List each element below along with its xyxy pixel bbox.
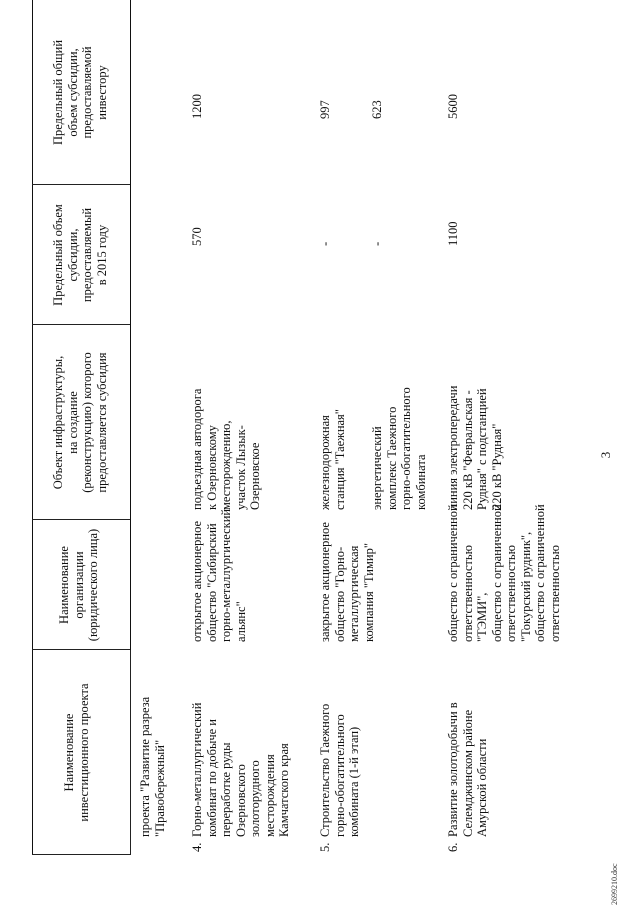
col-divider-1 (32, 649, 130, 650)
page-number: 3 (598, 451, 613, 459)
header-organization: Наименование организации (юридического лица) (57, 528, 100, 642)
row-4-subsidy-2015: 570 (190, 227, 204, 246)
row-5-subsidy-2015-b: - (370, 241, 384, 246)
table-header-border (130, 0, 131, 650)
table-left-border (32, 854, 130, 855)
col-divider-3 (32, 324, 130, 325)
row-4-organization: открытое акционерное общество "Сибирский горно-металлургический альянс" (190, 508, 248, 642)
row-6-subsidy-2015: 1100 (446, 221, 460, 246)
row-5-subsidy-2015-a: - (318, 241, 332, 246)
header-project: Наименование инвестиционного проекта (62, 683, 91, 822)
row-5-infrastructure-b: энергетический комплекс Таежного горно-обогатительного комбината (370, 387, 428, 510)
row-5-organization: закрытое акционерное общество "Горно- металлургическая компания "Тимир" (318, 522, 376, 642)
col-divider-2 (32, 519, 130, 520)
header-infrastructure: Объект инфраструктуры, на создание (реконструкцию) которого предоставляется субсидия (51, 352, 109, 493)
header-subsidy-total: Предельный общий объем субсидии, предоставляемой инвестору (51, 39, 109, 146)
row-5-subsidy-total-a: 997 (318, 100, 332, 119)
row-6-subsidy-total: 5600 (446, 94, 460, 119)
row-6-number: 6. (446, 842, 460, 852)
row-5-subsidy-total-b: 623 (370, 100, 384, 119)
row-4-infrastructure: подъездная автодорога к Озерновскому месторождению, участок Лызык- Озерновское (190, 388, 262, 510)
row-6-organization: общество с ограниченной ответственностью "ТЭМИ", общество с ограниченной ответственностью "Токурский рудник", общество с ограниченной ответственностью (446, 504, 562, 642)
table-top-border (32, 0, 33, 855)
row-6-project: Развитие золотодобычи в Селемджинском районе Амурской области (446, 702, 489, 837)
row-4-subsidy-total: 1200 (190, 94, 204, 119)
document-filename: 2699210.doc (610, 863, 619, 905)
header-subsidy-2015: Предельный объем субсидии, предоставляемый в 2015 году (51, 204, 109, 306)
row-5-number: 5. (318, 842, 332, 852)
row-6-infrastructure: линия электропередачи 220 кВ "Февральская - Рудная" с подстанцией 220 кВ "Рудная" (446, 385, 504, 510)
col-divider-4 (32, 184, 130, 185)
row-4-project: Горно-металлургический комбинат по добыче и переработке руды Озерновского золоторудного месторождения Камчатского края (190, 702, 291, 837)
carry-over-text: проекта "Развитие разреза "Правобережный" (138, 696, 167, 837)
row-5-project: Строительство Таежного горно-обогатительного комбината (1-й этап) (318, 703, 361, 837)
table-header-border-left (130, 650, 131, 855)
row-5-infrastructure-a: железнодорожная станция "Таежная" (318, 409, 347, 510)
row-4-number: 4. (190, 842, 204, 852)
